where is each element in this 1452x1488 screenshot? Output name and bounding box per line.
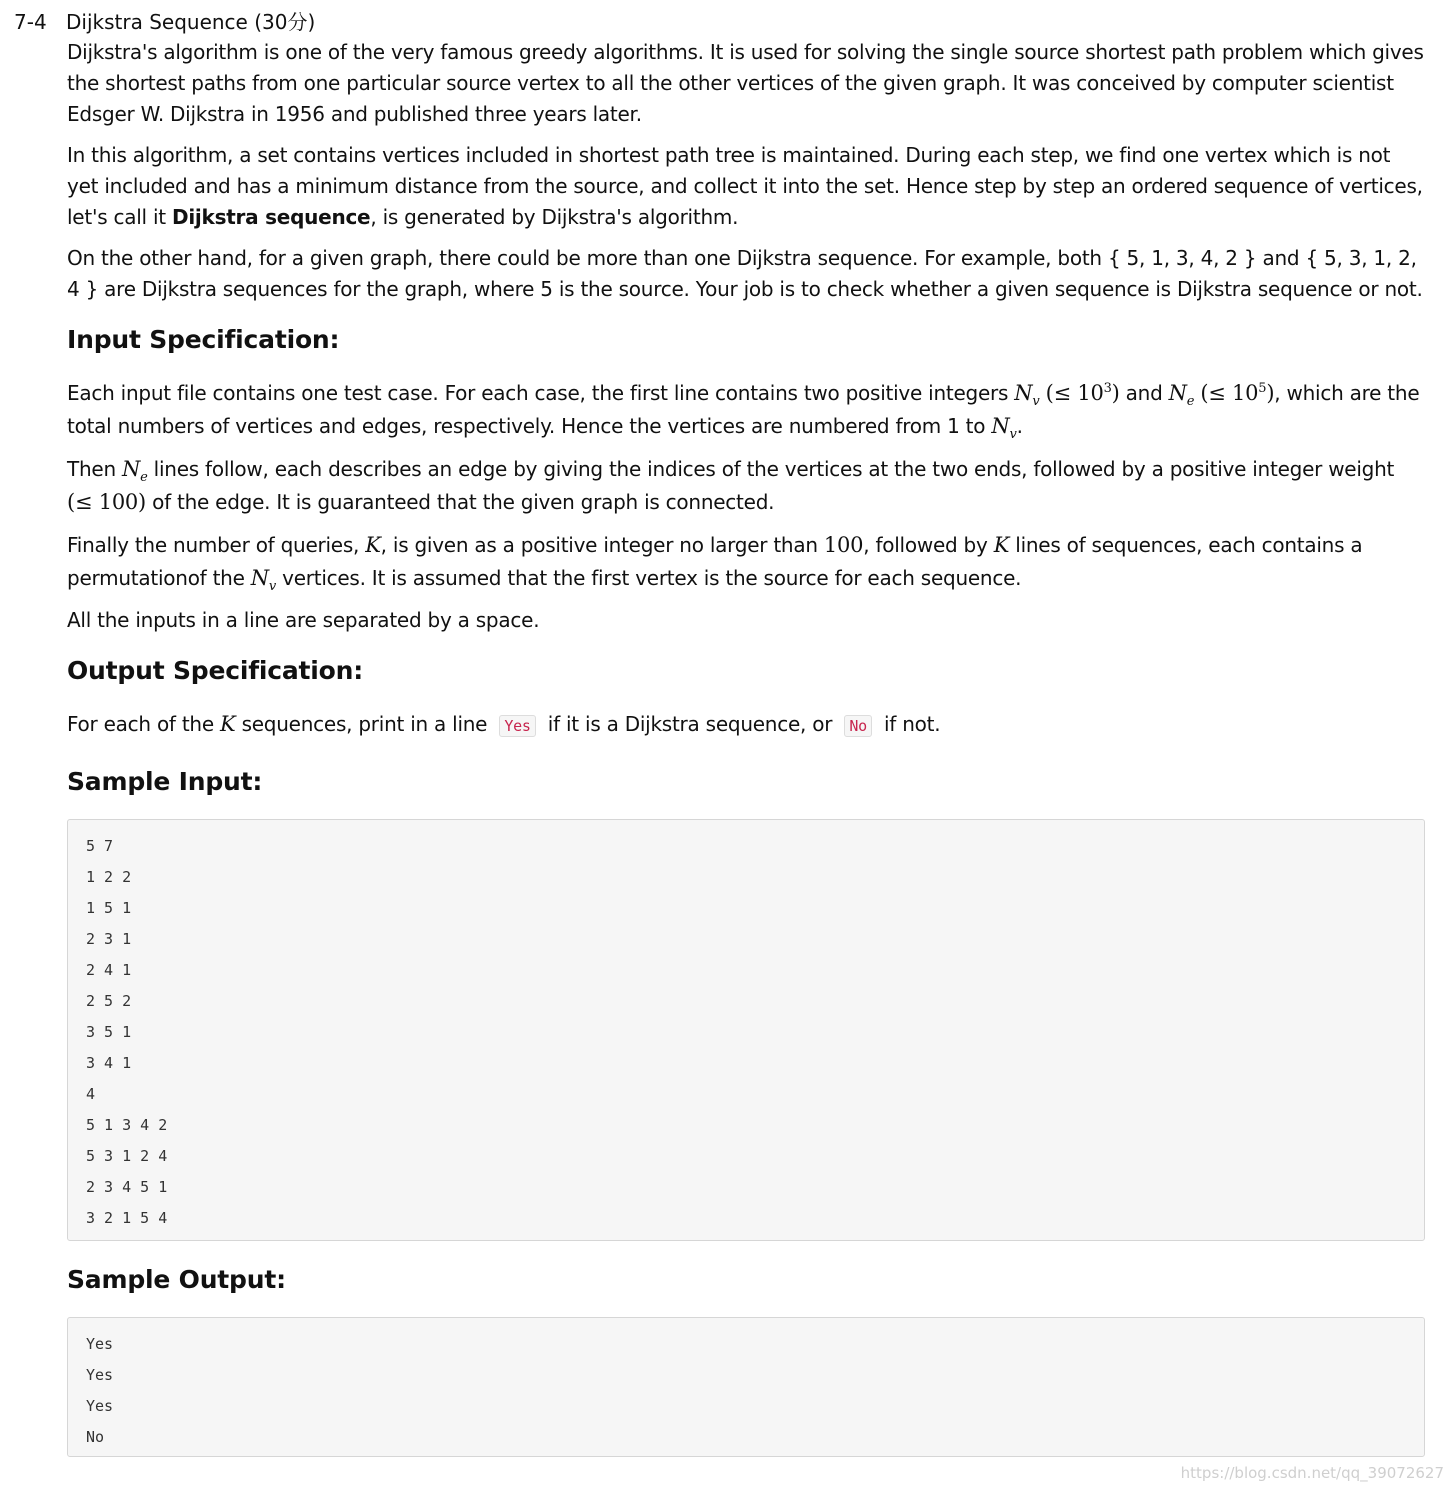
output-text-c: if it is a Dijkstra sequence, or (541, 712, 839, 736)
input-p1-text-b: and (1119, 381, 1169, 405)
math-nv-2: $N_v$ (991, 414, 1017, 443)
sample-input-heading: Sample Input: (67, 767, 263, 796)
math-k-3: K (220, 712, 236, 736)
math-nv: $N_v$ (1014, 381, 1040, 410)
input-p2-text-b: lines follow, each describes an edge by giving the indices of the vertices at the two ends, followed by a positive integer weight (147, 457, 1395, 481)
code-line: No (86, 1428, 105, 1446)
math-ne: $N_e$ (1168, 381, 1195, 410)
input-p1-text-d: . (1016, 414, 1023, 438)
intro-p2-text-b: , is generated by Dijkstra's algorithm. (370, 205, 739, 229)
input-p1-text-c: , which are the total numbers of vertices and edges, respectively. Hence the vertices are numbered from 1 to (67, 381, 1420, 438)
math-nv-bound: (≤ $10^3$) (1045, 381, 1120, 405)
no-code: No (844, 715, 872, 737)
dijkstra-sequence-term: Dijkstra sequence (171, 205, 371, 229)
input-spec-paragraph-4: All the inputs in a line are separated by a space. (67, 608, 540, 632)
output-text-a: For each of the (67, 712, 221, 736)
math-ne-3: $N_e$ (121, 457, 148, 486)
math-100: 100 (823, 533, 864, 557)
output-spec-paragraph (67, 708, 1425, 743)
input-p3-text-b: , is given as a positive integer no larger than (380, 533, 824, 557)
problem-content (67, 37, 1425, 1457)
problem-title: Dijkstra Sequence (30分) (66, 10, 316, 34)
code-line: 3 5 1 (86, 1023, 132, 1041)
math-ne-bound: (≤ $10^5$) (1200, 381, 1275, 405)
math-k: K (365, 533, 381, 557)
watermark: https://blog.csdn.net/qq_39072627 (1180, 1464, 1444, 1482)
code-line: 3 2 1 5 4 (86, 1209, 168, 1227)
math-nv-3: $N_v$ (250, 566, 276, 595)
code-line: 5 7 (86, 837, 114, 855)
yes-code: Yes (499, 715, 535, 737)
input-p2-text-c: of the edge. It is guaranteed that the given graph is connected. (146, 490, 775, 514)
code-line: 4 (86, 1085, 96, 1103)
input-spec-paragraph-3 (67, 529, 1425, 595)
problem-header (14, 7, 315, 37)
output-text-b: sequences, print in a line (235, 712, 494, 736)
input-spec-paragraph-1 (67, 377, 1425, 443)
code-line: 2 4 1 (86, 961, 132, 979)
sample-output-block[interactable] (67, 1317, 1425, 1457)
code-line: Yes (86, 1335, 114, 1353)
code-line: 2 3 1 (86, 930, 132, 948)
code-line: Yes (86, 1366, 114, 1384)
input-p1-text-a: Each input file contains one test case. For each case, the first line contains two positive integers (67, 381, 1015, 405)
math-weight-bound: (≤ 100) (67, 490, 146, 514)
output-spec-heading: Output Specification: (67, 656, 364, 685)
intro-paragraph-3: On the other hand, for a given graph, there could be more than one Dijkstra sequence. For example, both { 5, 1, 3, 4, 2 } and { 5, 3, 1, 2, 4 } are Dijkstra sequences for the graph, where 5 is the source. Your job is to check whether a given sequence is Dijkstra sequence or not. (67, 246, 1423, 301)
sample-output-heading: Sample Output: (67, 1265, 286, 1294)
problem-number: 7-4 (14, 10, 47, 34)
input-p3-text-d: lines of sequences, each contains a permutationof the (67, 533, 1363, 590)
input-p3-text-e: vertices. It is assumed that the first vertex is the source for each sequence. (276, 566, 1022, 590)
code-line: 1 5 1 (86, 899, 132, 917)
code-line: 5 3 1 2 4 (86, 1147, 168, 1165)
input-p3-text-a: Finally the number of queries, (67, 533, 366, 557)
input-spec-paragraph-2 (67, 453, 1425, 519)
input-p3-text-c: , followed by (863, 533, 994, 557)
code-line: 3 4 1 (86, 1054, 132, 1072)
intro-p2-text-a: In this algorithm, a set contains vertices included in shortest path tree is maintained. During each step, we find one vertex which is not yet included and has a minimum distance from the source, and collect it into the set. Hence step by step an ordered sequence of vertices, let's call it (67, 143, 1423, 229)
output-text-d: if not. (877, 712, 941, 736)
code-line: 1 2 2 (86, 868, 132, 886)
intro-paragraph-1: Dijkstra's algorithm is one of the very famous greedy algorithms. It is used for solving the single source shortest path problem which gives the shortest paths from one particular source vertex to all the other vertices of the given graph. It was conceived by computer scientist Edsger W. Dijkstra in 1956 and published three years later. (67, 40, 1424, 126)
code-line: Yes (86, 1397, 114, 1415)
code-line: 2 3 4 5 1 (86, 1178, 168, 1196)
code-line: 2 5 2 (86, 992, 132, 1010)
sample-input-block[interactable] (67, 819, 1425, 1241)
intro-paragraph-2 (67, 140, 1425, 233)
input-spec-heading: Input Specification: (67, 325, 340, 354)
input-p2-text-a: Then (67, 457, 122, 481)
code-line: 5 1 3 4 2 (86, 1116, 168, 1134)
math-k-2: K (993, 533, 1010, 557)
